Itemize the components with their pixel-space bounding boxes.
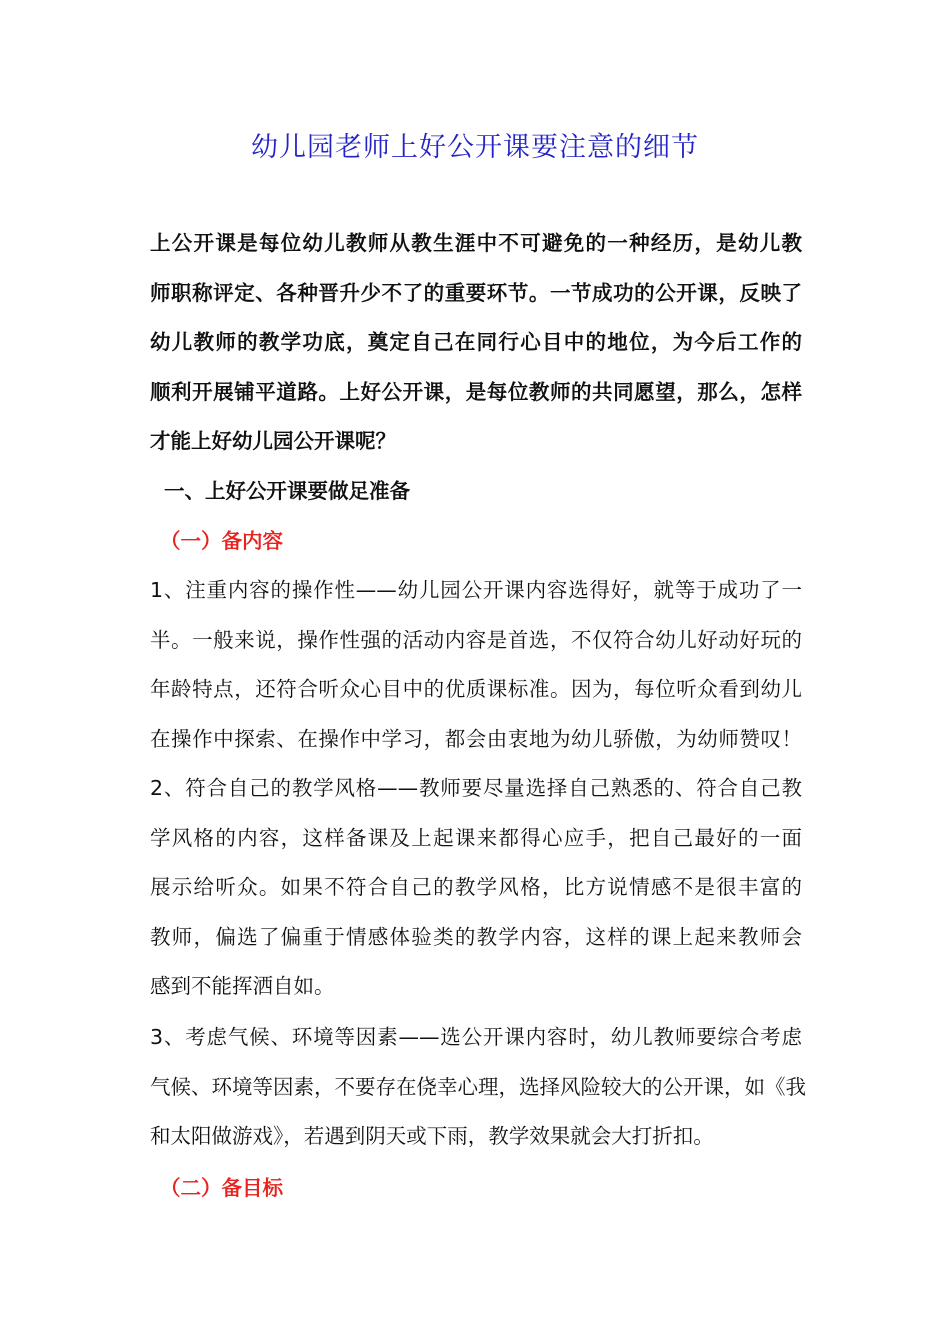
paragraph-item-1	[150, 566, 802, 764]
intro-line: 师职称评定、各种晋升少不了的重要环节。一节成功的公开课，反映了	[150, 280, 802, 305]
intro-paragraph	[150, 219, 802, 467]
paragraph-line: 2、符合自己的教学风格——教师要尽量选择自己熟悉的、符合自己教	[150, 776, 802, 800]
paragraph-line: 教师，偏选了偏重于情感体验类的教学内容，这样的课上起来教师会	[150, 924, 802, 949]
paragraph-line: 1、注重内容的操作性——幼儿园公开课内容选得好，就等于成功了一	[150, 578, 802, 602]
paragraph-line: 气候、环境等因素，不要存在侥幸心理，选择风险较大的公开课，如《我	[150, 1074, 806, 1099]
intro-line: 才能上好幼儿园公开课呢？	[150, 429, 396, 454]
paragraph-line: 在操作中探索、在操作中学习，都会由衷地为幼儿骄傲，为幼师赞叹！	[150, 726, 802, 751]
intro-line: 幼儿教师的教学功底，奠定自己在同行心目中的地位，为今后工作的	[150, 330, 802, 355]
intro-line: 顺利开展铺平道路。上好公开课，是每位教师的共同愿望，那么，怎样	[150, 379, 802, 404]
paragraph-item-3	[150, 1013, 806, 1162]
section-heading-preparation: 一、上好公开课要做足准备	[164, 479, 410, 503]
paragraph-line: 感到不能挥洒自如。	[150, 974, 335, 999]
paragraph-line: 展示给听众。如果不符合自己的教学风格，比方说情感不是很丰富的	[150, 875, 802, 900]
paragraph-line: 和太阳做游戏》，若遇到阴天或下雨，教学效果就会大打折扣。	[150, 1124, 714, 1149]
paragraph-line: 学风格的内容，这样备课及上起课来都得心应手，把自己最好的一面	[150, 825, 802, 850]
paragraph-line: 3、考虑气候、环境等因素——选公开课内容时，幼儿教师要综合考虑	[150, 1025, 802, 1049]
paragraph-line: 半。一般来说，操作性强的活动内容是首选，不仅符合幼儿好动好玩的	[150, 627, 802, 652]
intro-line: 上公开课是每位幼儿教师从教生涯中不可避免的一种经历，是幼儿教	[150, 231, 802, 255]
paragraph-item-2	[150, 764, 802, 1012]
paragraph-line: 年龄特点，还符合听众心目中的优质课标准。因为，每位听众看到幼儿	[150, 677, 802, 702]
document-title: 幼儿园老师上好公开课要注意的细节	[251, 132, 699, 163]
subsection-heading-goals: （二）备目标	[160, 1176, 283, 1200]
subsection-heading-content: （一）备内容	[160, 529, 283, 553]
